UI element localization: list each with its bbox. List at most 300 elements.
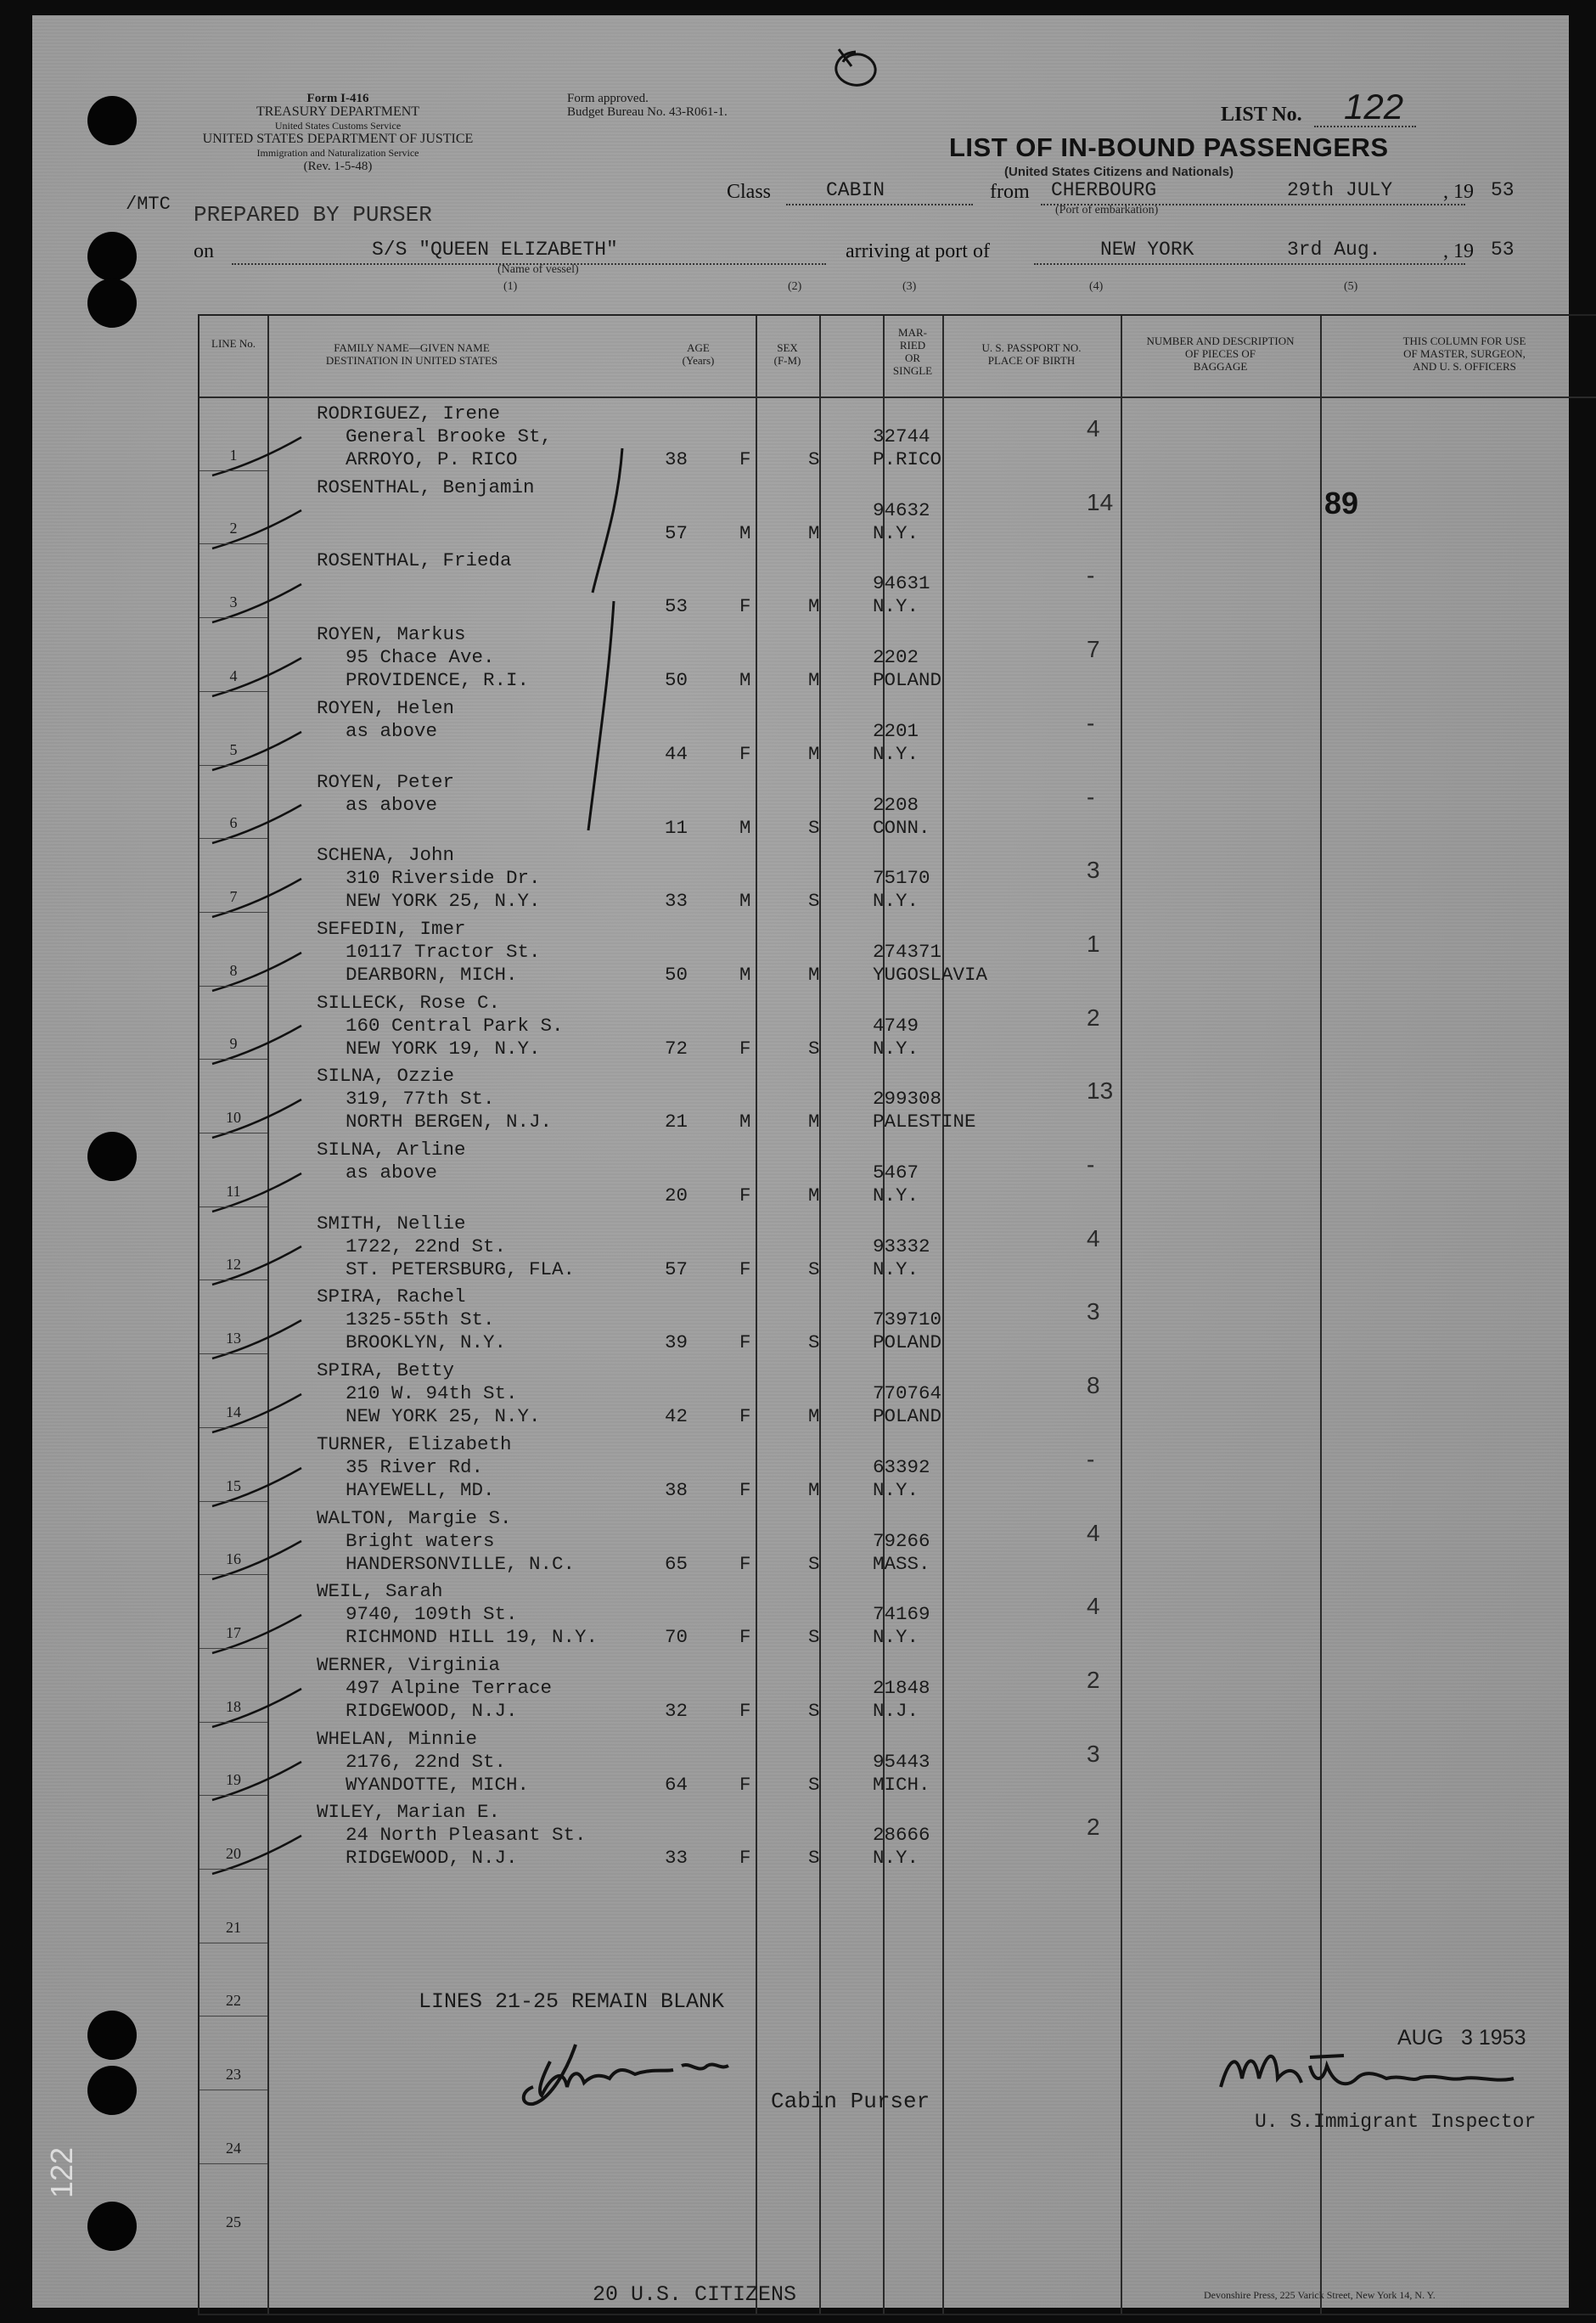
passenger-age: 38 <box>665 1478 688 1501</box>
vessel-caption: (Name of vessel) <box>497 263 579 276</box>
place-of-birth: N.Y. <box>873 1847 919 1870</box>
destination-line-1: 35 River Rd. <box>346 1455 484 1478</box>
line-number: 1 <box>229 446 238 464</box>
vessel-name: S/S "QUEEN ELIZABETH" <box>372 239 618 261</box>
place-of-birth: N.Y. <box>873 595 919 618</box>
passport-number: 75170 <box>873 867 930 890</box>
punch-hole <box>87 232 137 281</box>
row-separator <box>200 765 267 766</box>
destination-line-1: General Brooke St, <box>346 425 553 447</box>
check-mark <box>208 948 310 999</box>
col-header-sex: SEX (F-M) <box>773 341 801 367</box>
passenger-age: 20 <box>665 1184 688 1206</box>
check-mark <box>208 1390 310 1441</box>
purser-title: Cabin Purser <box>771 2089 930 2114</box>
dept-treasury: TREASURY DEPARTMENT <box>256 104 420 119</box>
passenger-name: SPIRA, Rachel <box>317 1285 466 1308</box>
row-separator <box>200 1574 267 1575</box>
place-of-birth: P.RICO <box>873 448 942 470</box>
passport-number: 28666 <box>873 1824 930 1847</box>
form-approved: Form approved. <box>567 92 649 105</box>
table-divider <box>942 316 944 2314</box>
line-number: 10 <box>226 1109 241 1126</box>
passenger-age: 42 <box>665 1405 688 1428</box>
check-mark <box>208 654 310 705</box>
bracket-line <box>550 440 652 847</box>
marital-status: S <box>808 890 820 913</box>
place-of-birth: N.J. <box>873 1699 919 1722</box>
line-number: 5 <box>229 740 238 758</box>
baggage-count: 2 <box>1087 1666 1100 1693</box>
passenger-name: WALTON, Margie S. <box>317 1506 512 1529</box>
margin-note: 122 <box>44 2146 80 2199</box>
budget-bureau: Budget Bureau No. 43-R061-1. <box>567 105 728 119</box>
check-mark <box>208 1021 310 1072</box>
row-separator <box>200 617 267 618</box>
passenger-name: WILEY, Marian E. <box>317 1801 501 1824</box>
arrival-year: 53 <box>1491 239 1515 261</box>
row-separator <box>200 691 267 692</box>
row-separator <box>200 912 267 913</box>
destination-line-2: NEW YORK 25, N.Y. <box>346 890 541 913</box>
document-page <box>32 15 1569 2308</box>
marital-status: S <box>808 1331 820 1354</box>
place-of-birth: N.Y. <box>873 1478 919 1501</box>
passenger-name: SEFEDIN, Imer <box>317 917 466 940</box>
check-mark <box>208 1831 310 1882</box>
destination-line-1: Bright waters <box>346 1529 495 1552</box>
passenger-sex: F <box>739 1847 751 1870</box>
on-label: on <box>194 240 214 262</box>
arrival-port: NEW YORK <box>1100 239 1194 261</box>
row-separator <box>200 1648 267 1649</box>
class-value: CABIN <box>826 179 885 201</box>
passenger-age: 57 <box>665 1257 688 1280</box>
col-header-baggage: NUMBER AND DESCRIPTION OF PIECES OF BAGGAGE <box>1146 335 1295 373</box>
place-of-birth: N.Y. <box>873 1626 919 1649</box>
destination-line-2: RIDGEWOOD, N.J. <box>346 1699 518 1722</box>
inspector-title: U. S.Immigrant Inspector <box>1255 2111 1537 2133</box>
check-mark <box>208 728 310 779</box>
row-separator <box>200 1353 267 1354</box>
line-number: 25 <box>226 2213 241 2230</box>
destination-line-2: HAYEWELL, MD. <box>346 1478 495 1501</box>
row-separator <box>200 1427 267 1428</box>
baggage-count: - <box>1087 783 1095 810</box>
departure-year: 53 <box>1491 179 1515 201</box>
passenger-age: 53 <box>665 595 688 618</box>
passport-number: 770764 <box>873 1382 942 1405</box>
passenger-sex: F <box>739 1773 751 1796</box>
check-mark <box>208 580 310 631</box>
baggage-count: - <box>1087 709 1095 736</box>
passenger-sex: F <box>739 1037 751 1060</box>
destination-line-2: ST. PETERSBURG, FLA. <box>346 1257 576 1280</box>
table-divider <box>756 316 757 2314</box>
check-mark <box>208 1169 310 1220</box>
page-subtitle: (United States Citizens and Nationals) <box>1004 165 1234 179</box>
passenger-age: 39 <box>665 1331 688 1354</box>
marital-status: M <box>808 595 820 618</box>
passenger-name: WEIL, Sarah <box>317 1580 443 1603</box>
check-mark <box>208 875 310 925</box>
place-of-birth: N.Y. <box>873 1184 919 1206</box>
check-mark <box>208 1464 310 1515</box>
baggage-count: 8 <box>1087 1372 1100 1399</box>
baggage-count: 3 <box>1087 1740 1100 1767</box>
baggage-count: - <box>1087 1445 1095 1472</box>
destination-line-1: as above <box>346 793 438 816</box>
check-mark <box>208 1685 310 1735</box>
punch-hole <box>87 2066 137 2115</box>
row-separator <box>200 1059 267 1060</box>
passenger-sex: M <box>739 963 751 986</box>
line-number: 8 <box>229 961 238 979</box>
departure-date: 29th JULY <box>1287 179 1393 201</box>
arrival-year-prefix: , 19 <box>1443 240 1474 262</box>
passenger-sex: M <box>739 521 751 544</box>
line-number: 3 <box>229 593 238 611</box>
passport-number: 74169 <box>873 1603 930 1626</box>
row-separator <box>200 986 267 987</box>
passenger-name: TURNER, Elizabeth <box>317 1432 512 1455</box>
passport-number: 94631 <box>873 572 930 595</box>
col-header-name: FAMILY NAME—GIVEN NAME DESTINATION IN UNITED STATES <box>325 341 498 367</box>
from-label: from <box>990 181 1030 203</box>
passenger-sex: F <box>739 448 751 470</box>
marital-status: S <box>808 1037 820 1060</box>
check-mark <box>208 506 310 557</box>
col-header-passport: U. S. PASSPORT NO. PLACE OF BIRTH <box>981 341 1082 367</box>
destination-line-1: as above <box>346 719 438 742</box>
passenger-age: 21 <box>665 1111 688 1133</box>
passport-number: 274371 <box>873 940 942 963</box>
line-number: 12 <box>226 1256 241 1274</box>
passport-number: 2202 <box>873 646 919 669</box>
passport-number: 4749 <box>873 1014 919 1037</box>
passenger-name: SMITH, Nellie <box>317 1212 466 1235</box>
place-of-birth: YUGOSLAVIA <box>873 963 988 986</box>
passenger-sex: M <box>739 816 751 839</box>
total-citizens: 20 U.S. CITIZENS <box>593 2282 797 2307</box>
passenger-age: 65 <box>665 1552 688 1575</box>
prepared-by: PREPARED BY PURSER <box>194 202 432 228</box>
line-number: 14 <box>226 1403 241 1420</box>
check-mark <box>208 1537 310 1588</box>
passenger-age: 11 <box>665 816 688 839</box>
passenger-age: 33 <box>665 1847 688 1870</box>
passport-number: 2201 <box>873 719 919 742</box>
marital-status: S <box>808 1699 820 1722</box>
marital-status: M <box>808 521 820 544</box>
passport-number: 32744 <box>873 425 930 447</box>
destination-line-2: NORTH BERGEN, N.J. <box>346 1111 553 1133</box>
passenger-sex: M <box>739 890 751 913</box>
marital-status: M <box>808 669 820 692</box>
punch-hole <box>87 96 137 145</box>
list-number-label: LIST No. <box>1221 104 1302 126</box>
line-number: 9 <box>229 1035 238 1053</box>
destination-line-2: DEARBORN, MICH. <box>346 963 518 986</box>
passenger-age: 70 <box>665 1626 688 1649</box>
passenger-sex: F <box>739 1478 751 1501</box>
check-mark <box>208 1095 310 1146</box>
row-separator <box>200 1869 267 1870</box>
passport-number: 739710 <box>873 1308 942 1331</box>
punch-hole <box>87 278 137 328</box>
baggage-count: 2 <box>1087 1814 1100 1841</box>
destination-line-1: 2176, 22nd St. <box>346 1750 507 1773</box>
passenger-sex: F <box>739 1552 751 1575</box>
destination-line-1: 10117 Tractor St. <box>346 940 541 963</box>
destination-line-1: 1325-55th St. <box>346 1308 495 1331</box>
passenger-sex: F <box>739 1257 751 1280</box>
row-separator <box>200 1795 267 1796</box>
baggage-count: - <box>1087 1151 1095 1178</box>
line-number: 22 <box>226 1992 241 2010</box>
passenger-sex: M <box>739 669 751 692</box>
form-approval <box>567 92 788 119</box>
destination-line-1: as above <box>346 1162 438 1184</box>
embarkation-caption: (Port of embarkation) <box>1055 204 1159 217</box>
baggage-count: - <box>1087 562 1095 589</box>
passenger-name: ROYEN, Markus <box>317 623 466 646</box>
baggage-count: 4 <box>1087 1224 1100 1251</box>
passport-number: 299308 <box>873 1088 942 1111</box>
form-header-left <box>185 92 491 173</box>
place-of-birth: N.Y. <box>873 1257 919 1280</box>
passenger-age: 72 <box>665 1037 688 1060</box>
circle-check-mark <box>822 45 890 96</box>
place-of-birth: CONN. <box>873 816 930 839</box>
class-label: Class <box>727 181 772 203</box>
destination-line-1: 310 Riverside Dr. <box>346 867 541 890</box>
row-separator <box>200 1206 267 1207</box>
marital-status: S <box>808 1773 820 1796</box>
check-mark <box>208 1611 310 1662</box>
baggage-count: 2 <box>1087 1004 1100 1031</box>
passport-number: 95443 <box>873 1750 930 1773</box>
passenger-sex: M <box>739 1111 751 1133</box>
destination-line-1: 319, 77th St. <box>346 1088 495 1111</box>
place-of-birth: POLAND <box>873 1331 942 1354</box>
table-header-divider <box>200 397 1596 398</box>
passenger-name: ROYEN, Helen <box>317 696 455 719</box>
printer-imprint: Devonshire Press, 225 Varick Street, New York 14, N. Y. <box>1204 2289 1436 2301</box>
place-of-birth: N.Y. <box>873 1037 919 1060</box>
destination-line-2: RIDGEWOOD, N.J. <box>346 1847 518 1870</box>
destination-line-2: RICHMOND HILL 19, N.Y. <box>346 1626 598 1649</box>
dept-justice: UNITED STATES DEPARTMENT OF JUSTICE <box>202 132 474 146</box>
check-mark <box>208 1758 310 1808</box>
line-number: 13 <box>226 1330 241 1347</box>
class-line <box>786 204 973 205</box>
row-separator <box>200 838 267 839</box>
check-mark <box>208 1242 310 1293</box>
passenger-age: 33 <box>665 890 688 913</box>
passenger-age: 50 <box>665 669 688 692</box>
col-number-3: (3) <box>902 280 917 293</box>
destination-line-2: WYANDOTTE, MICH. <box>346 1773 530 1796</box>
passenger-name: RODRIGUEZ, Irene <box>317 402 501 425</box>
dept-justice-sub: Immigration and Naturalization Service <box>256 147 419 159</box>
baggage-count: 14 <box>1087 488 1114 515</box>
passenger-sex: F <box>739 1331 751 1354</box>
passenger-sex: F <box>739 1405 751 1428</box>
place-of-birth: N.Y. <box>873 742 919 765</box>
place-of-birth: MICH. <box>873 1773 930 1796</box>
check-mark <box>208 801 310 852</box>
passenger-sex: F <box>739 1184 751 1206</box>
passenger-sex: F <box>739 595 751 618</box>
destination-line-2: BROOKLYN, N.Y. <box>346 1331 507 1354</box>
marital-status: S <box>808 448 820 470</box>
col-number-1: (1) <box>503 280 518 293</box>
col-header-married: MAR- RIED OR SINGLE <box>892 326 933 377</box>
place-of-birth: PALESTINE <box>873 1111 976 1133</box>
marital-status: M <box>808 1405 820 1428</box>
baggage-count: 13 <box>1087 1077 1114 1105</box>
passenger-name: ROSENTHAL, Frieda <box>317 549 512 572</box>
row-separator <box>200 1722 267 1723</box>
baggage-count: 3 <box>1087 857 1100 884</box>
marital-status: M <box>808 742 820 765</box>
passenger-name: SILNA, Arline <box>317 1139 466 1161</box>
marital-status: S <box>808 1847 820 1870</box>
punch-hole <box>87 1132 137 1181</box>
check-mark <box>208 1316 310 1367</box>
officer-note: 89 <box>1324 485 1359 520</box>
passenger-name: WHELAN, Minnie <box>317 1727 478 1750</box>
destination-line-1: 497 Alpine Terrace <box>346 1676 553 1699</box>
place-of-birth: N.Y. <box>873 890 919 913</box>
place-of-birth: POLAND <box>873 1405 942 1428</box>
marital-status: M <box>808 1478 820 1501</box>
passenger-name: ROSENTHAL, Benjamin <box>317 475 535 498</box>
punch-hole <box>87 2011 137 2060</box>
arriving-label: arriving at port of <box>846 240 990 262</box>
col-number-4: (4) <box>1089 280 1104 293</box>
destination-line-2: ARROYO, P. RICO <box>346 448 518 470</box>
passport-number: 5467 <box>873 1162 919 1184</box>
marital-status: S <box>808 816 820 839</box>
destination-line-1: 24 North Pleasant St. <box>346 1824 587 1847</box>
passport-number: 21848 <box>873 1676 930 1699</box>
passenger-name: WERNER, Virginia <box>317 1653 501 1676</box>
passport-number: 79266 <box>873 1529 930 1552</box>
destination-line-2: NEW YORK 25, N.Y. <box>346 1405 541 1428</box>
row-separator <box>200 2163 267 2164</box>
check-mark <box>208 433 310 484</box>
passenger-age: 57 <box>665 521 688 544</box>
inspection-stamp-date: AUG 3 1953 <box>1397 2026 1526 2050</box>
line-number: 23 <box>226 2066 241 2084</box>
passenger-age: 44 <box>665 742 688 765</box>
place-of-birth: N.Y. <box>873 521 919 544</box>
baggage-count: 1 <box>1087 930 1100 957</box>
destination-line-1: 1722, 22nd St. <box>346 1235 507 1257</box>
col-number-5: (5) <box>1344 280 1358 293</box>
passenger-name: SILNA, Ozzie <box>317 1065 455 1088</box>
line-number: 15 <box>226 1476 241 1494</box>
passenger-age: 64 <box>665 1773 688 1796</box>
line-number: 11 <box>226 1182 241 1200</box>
baggage-count: 4 <box>1087 415 1100 442</box>
col-number-2: (2) <box>788 280 802 293</box>
destination-line-2: NEW YORK 19, N.Y. <box>346 1037 541 1060</box>
remain-blank-note: LINES 21-25 REMAIN BLANK <box>419 1989 725 2014</box>
passenger-age: 32 <box>665 1699 688 1722</box>
line-number: 18 <box>226 1697 241 1715</box>
passenger-table <box>198 314 1596 2315</box>
col-header-age: AGE (Years) <box>682 341 715 367</box>
table-divider <box>1121 316 1122 2314</box>
line-number: 6 <box>229 814 238 832</box>
passenger-sex: F <box>739 742 751 765</box>
port-of-embarkation: CHERBOURG <box>1051 179 1157 201</box>
arrival-line <box>1034 263 1465 265</box>
line-number: 20 <box>226 1845 241 1862</box>
line-number: 7 <box>229 887 238 905</box>
destination-line-1: 9740, 109th St. <box>346 1603 518 1626</box>
marital-status: M <box>808 963 820 986</box>
passenger-sex: F <box>739 1626 751 1649</box>
list-number-value: 122 <box>1344 87 1404 127</box>
line-number: 16 <box>226 1550 241 1568</box>
destination-line-1: 210 W. 94th St. <box>346 1382 518 1405</box>
marital-status: S <box>808 1257 820 1280</box>
destination-line-1: 95 Chace Ave. <box>346 646 495 669</box>
arrival-date: 3rd Aug. <box>1287 239 1381 261</box>
passenger-sex: F <box>739 1699 751 1722</box>
passenger-name: SCHENA, John <box>317 844 455 867</box>
baggage-count: 4 <box>1087 1593 1100 1620</box>
form-revision: (Rev. 1-5-48) <box>303 160 373 173</box>
destination-line-2: PROVIDENCE, R.I. <box>346 669 530 692</box>
marital-status: M <box>808 1111 820 1133</box>
line-number: 2 <box>229 520 238 537</box>
passenger-age: 38 <box>665 448 688 470</box>
table-divider <box>1320 316 1322 2314</box>
passport-number: 63392 <box>873 1455 930 1478</box>
passenger-name: SILLECK, Rose C. <box>317 991 501 1014</box>
baggage-count: 4 <box>1087 1519 1100 1546</box>
baggage-count: 3 <box>1087 1298 1100 1325</box>
line-number: 4 <box>229 667 238 684</box>
col-header-line: LINE No. <box>211 337 256 350</box>
mtc-note: /MTC <box>126 194 171 215</box>
dept-treasury-sub: United States Customs Service <box>274 120 402 132</box>
row-separator <box>200 470 267 471</box>
passport-number: 2208 <box>873 793 919 816</box>
line-number: 17 <box>226 1623 241 1641</box>
passenger-name: ROYEN, Peter <box>317 770 455 793</box>
line-number: 19 <box>226 1771 241 1789</box>
marital-status: M <box>808 1184 820 1206</box>
line-number: 24 <box>226 2139 241 2157</box>
passenger-age: 50 <box>665 963 688 986</box>
row-separator <box>200 1501 267 1502</box>
place-of-birth: MASS. <box>873 1552 930 1575</box>
inspector-signature <box>1208 2040 1582 2108</box>
destination-line-2: HANDERSONVILLE, N.C. <box>346 1552 576 1575</box>
marital-status: S <box>808 1552 820 1575</box>
passport-number: 93332 <box>873 1235 930 1257</box>
place-of-birth: POLAND <box>873 669 942 692</box>
page-title: LIST OF IN-BOUND PASSENGERS <box>949 132 1389 162</box>
passport-number: 94632 <box>873 498 930 521</box>
destination-line-1: 160 Central Park S. <box>346 1014 564 1037</box>
